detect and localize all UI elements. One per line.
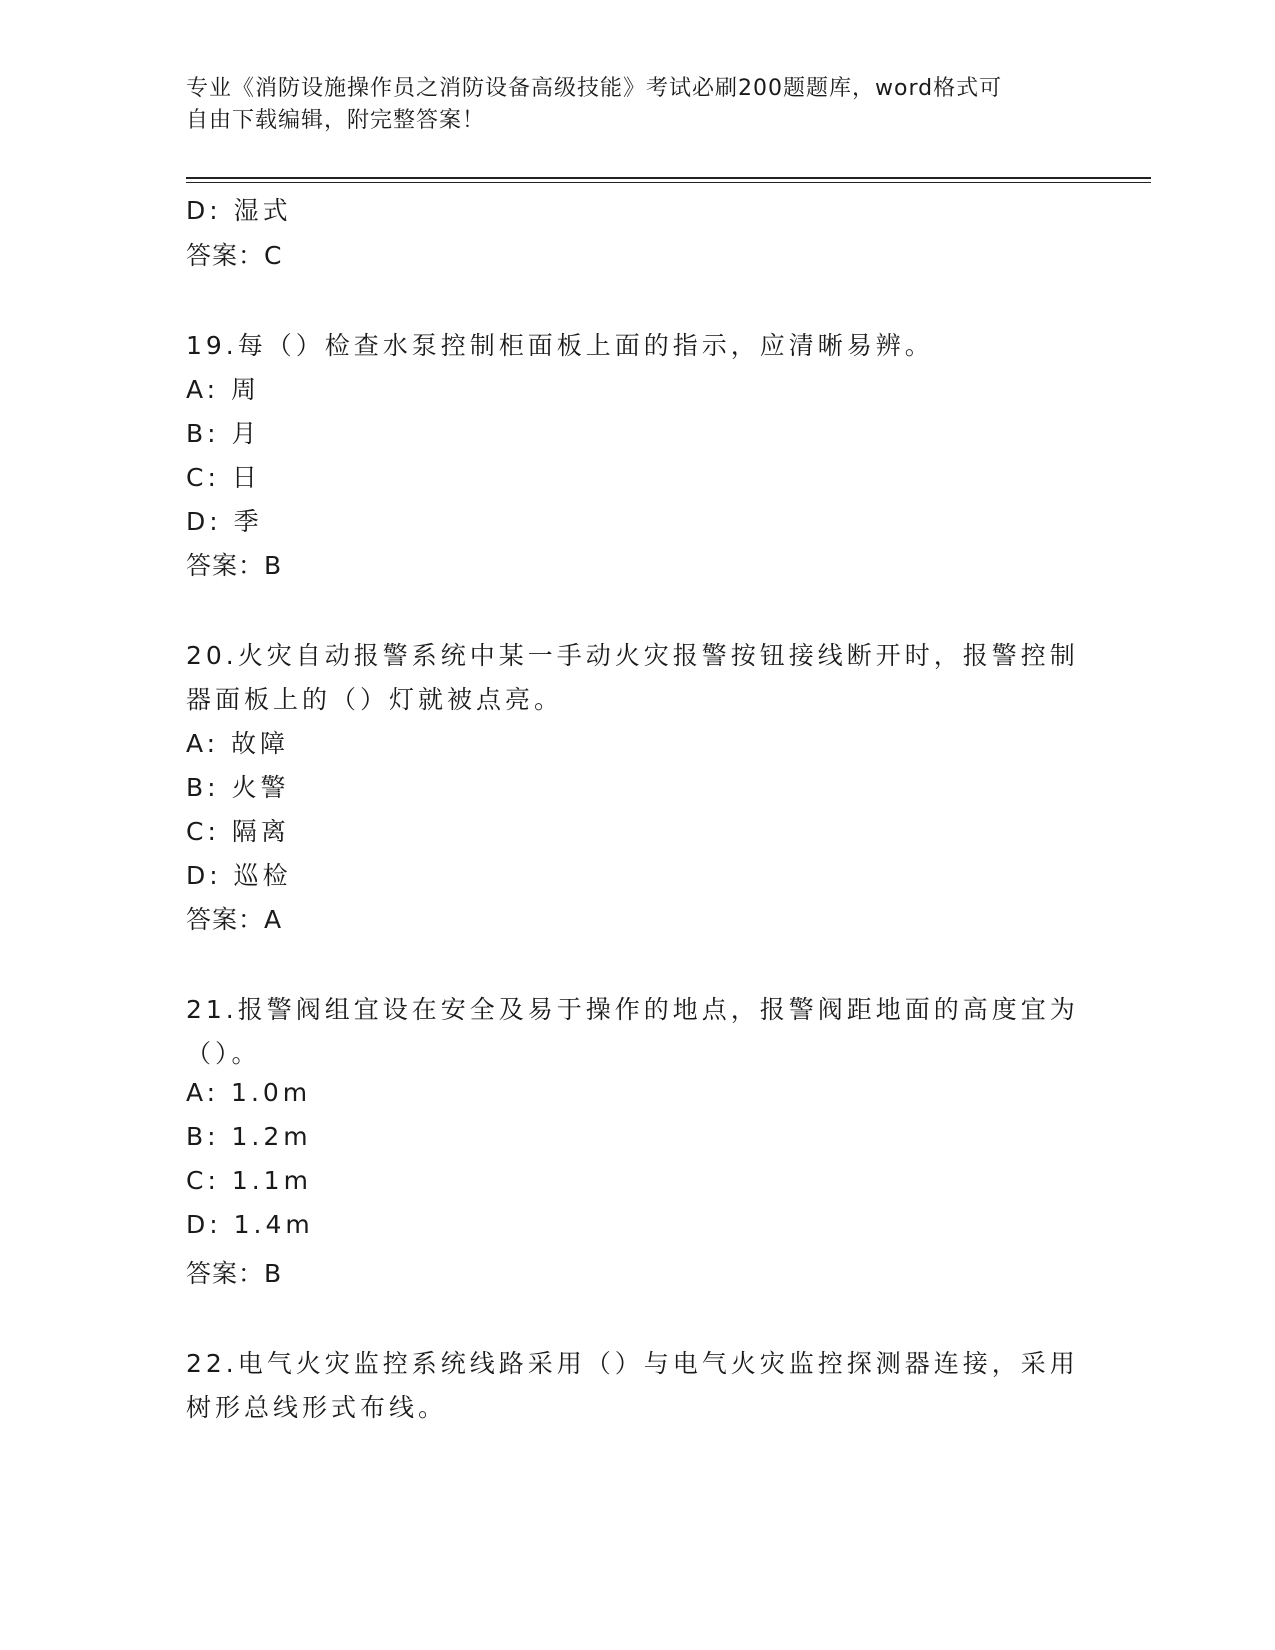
page-header bbox=[186, 73, 1086, 137]
q21-stem-line-2: （）。 bbox=[186, 1039, 261, 1068]
q21-option-c: C: 1.1m bbox=[186, 1166, 312, 1195]
header-line-1: 专业《消防设施操作员之消防设备高级技能》考试必刷200题题库，word格式可 bbox=[186, 76, 1003, 101]
q20-option-c: C: 隔离 bbox=[186, 817, 290, 846]
q19-option-d: D: 季 bbox=[186, 507, 263, 536]
q21-answer: 答案：B bbox=[186, 1259, 283, 1288]
header-line-2: 自由下载编辑，附完整答案！ bbox=[186, 108, 486, 133]
q19-option-b: B: 月 bbox=[186, 419, 261, 448]
q19-stem: 19.每（）检查水泵控制柜面板上面的指示，应清晰易辨。 bbox=[186, 331, 934, 360]
q19-answer: 答案：B bbox=[186, 551, 283, 580]
q21-stem-line-1: 21.报警阀组宜设在安全及易于操作的地点，报警阀距地面的高度宜为 bbox=[186, 995, 1079, 1024]
q19-option-a: A: 周 bbox=[186, 375, 261, 404]
q19-option-c: C: 日 bbox=[186, 463, 261, 492]
header-divider-thin bbox=[186, 182, 1151, 183]
q21-option-a: A: 1.0m bbox=[186, 1078, 312, 1107]
q22-stem-line-2: 树形总线形式布线。 bbox=[186, 1393, 448, 1422]
q21-option-b: B: 1.2m bbox=[186, 1122, 312, 1151]
header-divider-thick bbox=[186, 177, 1151, 179]
prev-answer: 答案：C bbox=[186, 241, 283, 270]
q22-stem-line-1: 22.电气火灾监控系统线路采用（）与电气火灾监控探测器连接，采用 bbox=[186, 1349, 1079, 1378]
q21-option-d: D: 1.4m bbox=[186, 1210, 314, 1239]
prev-option-d: D: 湿式 bbox=[186, 196, 292, 225]
q20-option-b: B: 火警 bbox=[186, 773, 290, 802]
q20-option-d: D: 巡检 bbox=[186, 861, 292, 890]
q20-option-a: A: 故障 bbox=[186, 729, 290, 758]
q20-stem-line-1: 20.火灾自动报警系统中某一手动火灾报警按钮接线断开时，报警控制 bbox=[186, 641, 1079, 670]
q20-stem-line-2: 器面板上的（）灯就被点亮。 bbox=[186, 685, 564, 714]
q20-answer: 答案：A bbox=[186, 905, 283, 934]
